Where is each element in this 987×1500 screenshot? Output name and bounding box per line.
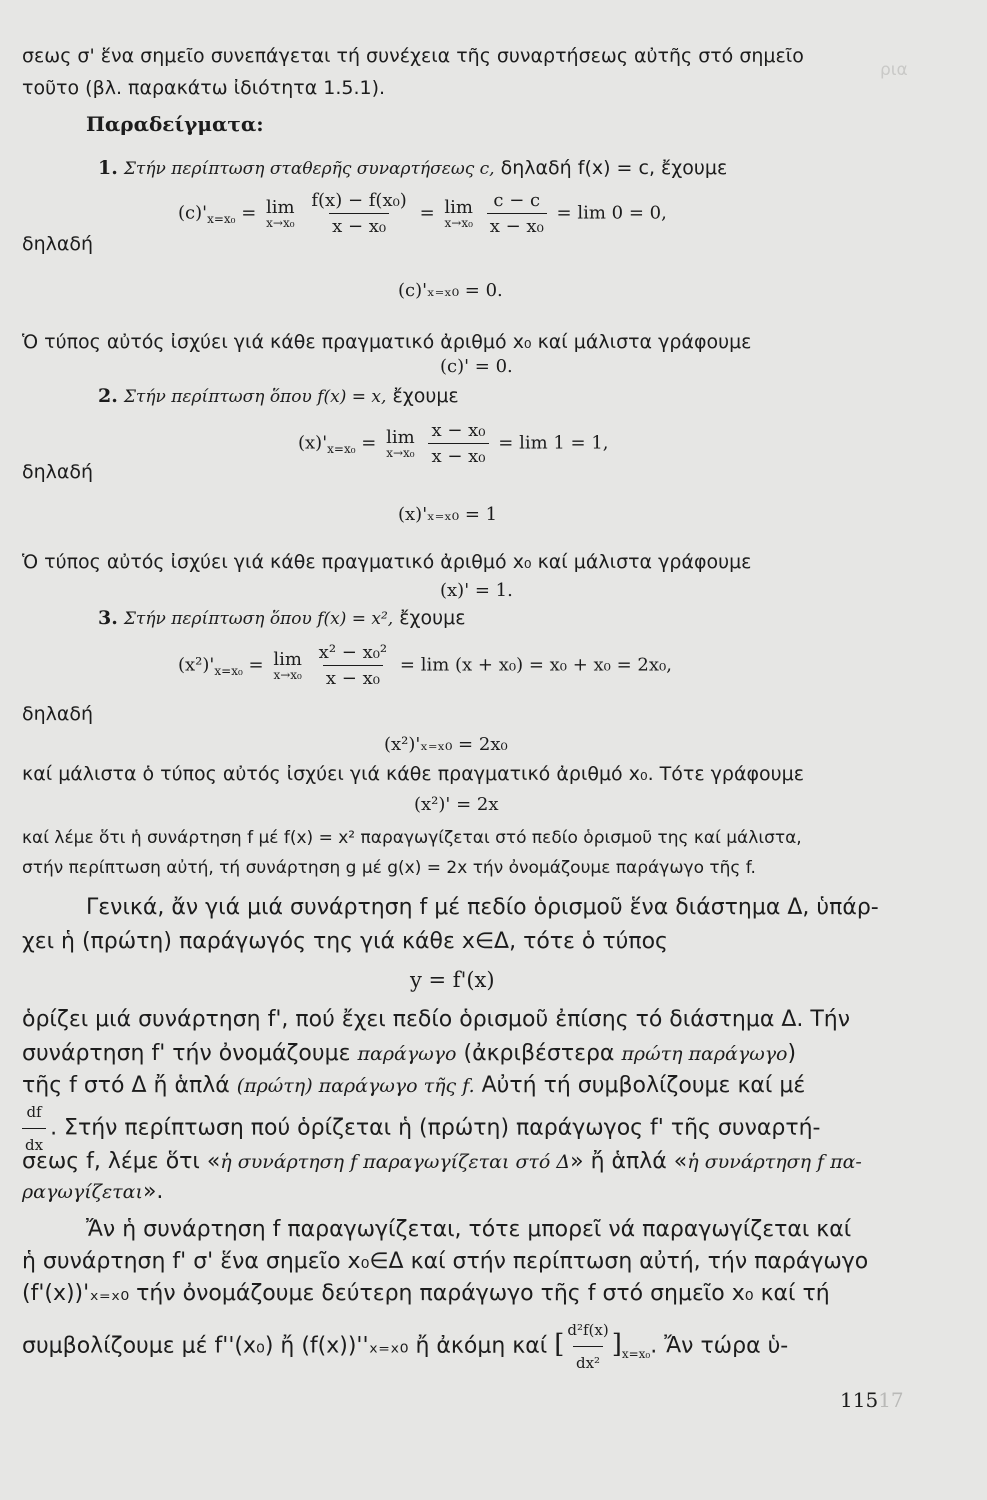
example-3-general: (x²)' = 2x: [414, 794, 499, 815]
example-1-general: (c)' = 0.: [440, 356, 513, 377]
text-line: Ὁ τύπος αὐτός ἰσχύει γιά κάθε πραγματικό ἀριθμό x₀ καί μάλιστα γράφουμε: [22, 551, 752, 573]
example-2-general: (x)' = 1.: [440, 580, 513, 601]
text-line: $\frac{df}{dx}$ . Στήν περίπτωση πού ὁρίζεται ἡ (πρώτη) παράγωγος f' τῆς συναρτή-: [22, 1098, 821, 1159]
example-3-formula: $(x^2)'_{x=x_0}$ = lim x→x₀ $\frac{\text{x² − x₀²}}{\text{x − x₀}}$ = lim (x + x₀) = x₀ + x₀ = 2x₀,: [178, 642, 672, 689]
text-line: τῆς f στό Δ ἤ ἁπλά (πρώτη) παράγωγο τῆς f. Αὐτή τή συμβολίζουμε καί μέ: [22, 1073, 806, 1098]
example-3-result: (x²)'ₓ₌ₓ₀ = 2x₀: [384, 734, 508, 755]
text-line: ἡ συνάρτηση f' σ' ἕνα σημεῖο x₀∈Δ καί στήν περίπτωση αὐτή, τήν παράγωγο: [22, 1249, 869, 1274]
text-line: καί μάλιστα ὁ τύπος αὐτός ἰσχύει γιά κάθε πραγματικό ἀριθμό x₀. Τότε γράφουμε: [22, 763, 804, 785]
text-line: Ἄν ἡ συνάρτηση f παραγωγίζεται, τότε μπορεῖ νά παραγωγίζεται καί: [86, 1217, 852, 1242]
text-line: καί λέμε ὅτι ἡ συνάρτηση f μέ f(x) = x² παραγωγίζεται στό πεδίο ὁρισμοῦ της καί μάλιστα,: [22, 828, 802, 848]
text-line: συνάρτηση f' τήν ὀνομάζουμε παράγωγο (ἀκριβέστερα πρώτη παράγωγο): [22, 1041, 797, 1066]
example-1-result: (c)'ₓ₌ₓ₀ = 0.: [398, 280, 503, 301]
text-line: χει ἡ (πρώτη) παράγωγός της γιά κάθε x∈Δ, τότε ὁ τύπος: [22, 929, 668, 954]
text-line: Γενικά, ἄν γιά μιά συνάρτηση f μέ πεδίο ὁρισμοῦ ἕνα διάστημα Δ, ὑπάρ-: [86, 895, 879, 920]
derivative-formula: y = f'(x): [410, 968, 495, 992]
text-line: ραγωγίζεται».: [22, 1179, 164, 1204]
examples-heading: Παραδείγματα:: [86, 112, 264, 136]
bleed-through-text: ρια: [880, 60, 908, 80]
example-2-intro: 2. Στήν περίπτωση ὅπου f(x) = x, ἔχουμε: [98, 385, 459, 407]
example-1-intro: 1. Στήν περίπτωση σταθερῆς συναρτήσεως c, δηλαδή f(x) = c, ἔχουμε: [98, 157, 728, 179]
text-line: σεως f, λέμε ὅτι «ἡ συνάρτηση f παραγωγίζεται στό Δ» ἤ ἁπλά «ἡ συνάρτηση f πα-: [22, 1149, 862, 1174]
dilade-label: δηλαδή: [22, 703, 94, 725]
text-line: (f'(x))'ₓ₌ₓ₀ τήν ὀνομάζουμε δεύτερη παράγωγο τῆς f στό σημεῖο x₀ καί τή: [22, 1281, 830, 1306]
example-2-formula: $(x)'_{x=x_0}$ = lim x→x₀ $\frac{\text{x − x₀}}{\text{x − x₀}}$ = lim 1 = 1,: [298, 420, 609, 467]
example-3-intro: 3. Στήν περίπτωση ὅπου f(x) = x², ἔχουμε: [98, 607, 466, 629]
example-1-formula: $(c)'_{x=x_0}$ = lim x→x₀ $\frac{\text{f(x) − f(x₀)}}{\text{x − x₀}}$ = lim x→x₀ $\frac{c - c}{\text{x − x₀}}$ = lim 0 = 0,: [178, 190, 667, 237]
text-line: ὁρίζει μιά συνάρτηση f', πού ἔχει πεδίο ὁρισμοῦ ἐπίσης τό διάστημα Δ. Τήν: [22, 1007, 851, 1032]
text-line: στήν περίπτωση αὐτή, τή συνάρτηση g μέ g(x) = 2x τήν ὀνομάζουμε παράγωγο τῆς f.: [22, 858, 756, 878]
dilade-label: δηλαδή: [22, 461, 94, 483]
text-line: τοῦτο (βλ. παρακάτω ἰδιότητα 1.5.1).: [22, 77, 386, 99]
text-line: Ὁ τύπος αὐτός ἰσχύει γιά κάθε πραγματικό ἀριθμό x₀ καί μάλιστα γράφουμε: [22, 331, 752, 353]
page-number: 11517: [840, 1388, 904, 1412]
example-2-result: (x)'ₓ₌ₓ₀ = 1: [398, 504, 498, 525]
dilade-label: δηλαδή: [22, 233, 94, 255]
text-line: συμβολίζουμε μέ f''(x₀) ἤ (f(x))''ₓ₌ₓ₀ ἤ ἀκόμη καί [ $\frac{\text{d²f(x)}}{\text{dx²}}$ ]$_{x=x_0}$. Ἄν τώρα ὑ-: [22, 1316, 788, 1377]
text-line: σεως σ' ἕνα σημεῖο συνεπάγεται τή συνέχεια τῆς συναρτήσεως αὐτῆς στό σημεῖο: [22, 45, 804, 67]
